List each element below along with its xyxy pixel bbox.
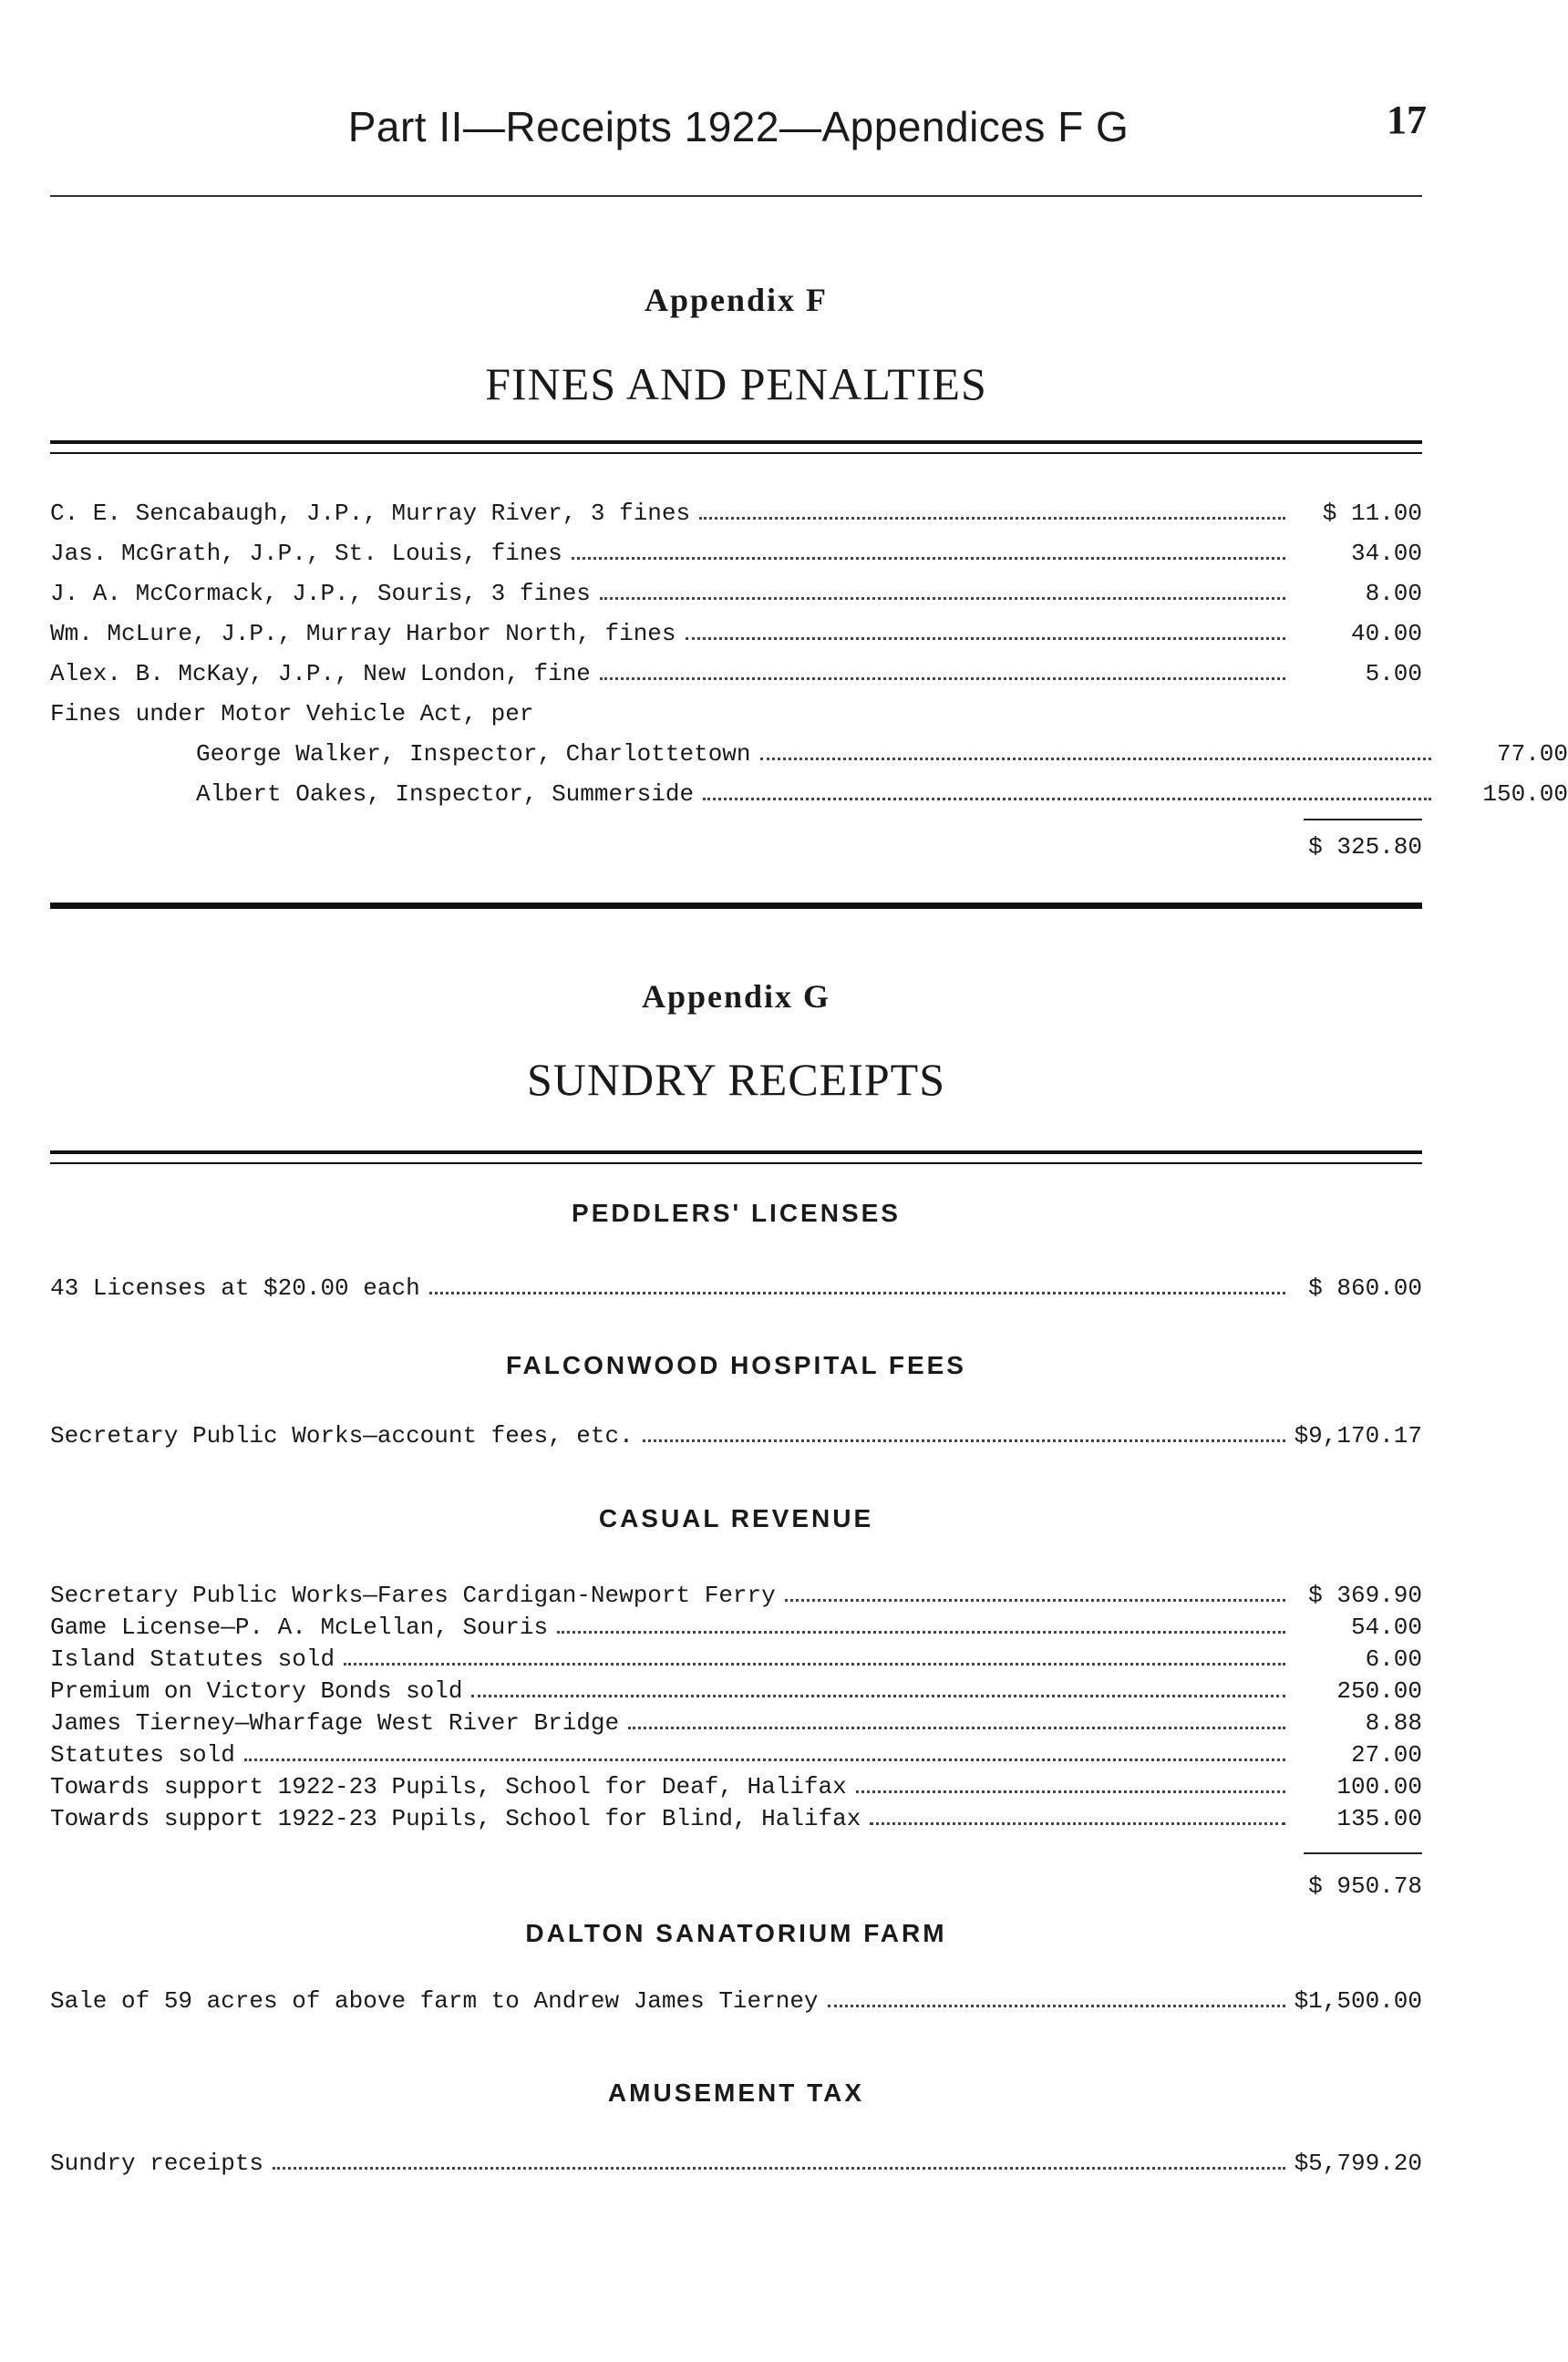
receipt-entry-amount: $ 369.90 — [1308, 1582, 1422, 1609]
receipt-entry — [50, 1606, 1422, 1641]
fine-entry-label: Jas. McGrath, J.P., St. Louis, fines — [50, 540, 562, 567]
dot-leader — [273, 2167, 1285, 2170]
receipt-entry-label: Towards support 1922-23 Pupils, School for Blind, Halifax — [50, 1805, 861, 1832]
fine-entry-label: J. A. McCormack, J.P., Souris, 3 fines — [50, 580, 591, 607]
dot-leader — [785, 1599, 1285, 1602]
appendix-f-label: Appendix F — [644, 282, 829, 318]
fine-entry-heading — [50, 693, 1422, 727]
receipt-entry-amount: 250.00 — [1336, 1677, 1422, 1705]
dot-leader — [471, 1695, 1285, 1697]
dot-leader — [699, 517, 1285, 520]
fine-entry-label: Albert Oakes, Inspector, Summerside — [196, 780, 695, 808]
fine-entry-amount: 8.00 — [1365, 580, 1422, 607]
fine-entry-amount: 34.00 — [1350, 540, 1422, 567]
total-rule — [1304, 1852, 1422, 1854]
fine-entry-amount: $ 11.00 — [1322, 500, 1422, 527]
fine-entry — [50, 653, 1422, 687]
fine-entry-label: Wm. McLure, J.P., Murray Harbor North, fines — [50, 620, 676, 647]
receipt-entry — [50, 1670, 1422, 1705]
amusement-tax-heading: AMUSEMENT TAX — [607, 2078, 865, 2107]
receipt-entry-label: Secretary Public Works—account fees, etc. — [50, 1422, 634, 1449]
receipt-entry-amount: $1,500.00 — [1294, 1987, 1422, 2015]
appendix-g-label-block — [50, 977, 1422, 1016]
appendix-f-title: FINES AND PENALTIES — [485, 358, 987, 409]
fine-entry-amount: 40.00 — [1350, 620, 1422, 647]
receipt-entry-amount: $ 860.00 — [1308, 1274, 1422, 1302]
fine-entry-amount: 150.00 — [1482, 780, 1568, 808]
dot-leader — [686, 637, 1285, 640]
fine-entry-label: George Walker, Inspector, Charlottetown — [196, 740, 751, 768]
fine-entry-amount: 5.00 — [1365, 660, 1422, 687]
fine-entry — [50, 492, 1422, 527]
fine-entry-label: Fines under Motor Vehicle Act, per — [50, 700, 534, 727]
dot-leader — [557, 1631, 1285, 1634]
dalton-sanatorium-farm-heading: DALTON SANATORIUM FARM — [525, 1919, 947, 1947]
header-rule — [50, 195, 1422, 197]
fine-entry-label: C. E. Sencabaugh, J.P., Murray River, 3 fines — [50, 500, 691, 527]
total-rule — [1304, 819, 1422, 820]
receipt-entry — [50, 1798, 1422, 1832]
dot-leader — [760, 758, 1432, 760]
receipt-entry — [50, 2142, 1422, 2177]
fine-entry — [50, 613, 1422, 647]
receipt-entry — [50, 1766, 1422, 1800]
appendix-g-title-block — [50, 1053, 1422, 1106]
fine-entry-label: Alex. B. McKay, J.P., New London, fine — [50, 660, 591, 687]
receipt-entry-label: Secretary Public Works—Fares Cardigan-Newport Ferry — [50, 1582, 776, 1609]
casual-revenue-heading: CASUAL REVENUE — [598, 1504, 874, 1532]
appendix-g-title: SUNDRY RECEIPTS — [526, 1054, 946, 1105]
appendix-f-double-rule — [50, 440, 1422, 454]
receipt-entry-amount: 54.00 — [1350, 1614, 1422, 1641]
appendix-f-title-block — [50, 357, 1422, 410]
receipt-entry-label: Towards support 1922-23 Pupils, School for Deaf, Halifax — [50, 1773, 847, 1800]
dot-leader — [628, 1727, 1285, 1729]
fine-entry — [50, 733, 1568, 768]
dot-leader — [643, 1439, 1285, 1442]
receipt-entry-amount: $5,799.20 — [1294, 2150, 1422, 2177]
receipt-entry — [50, 1980, 1422, 2015]
receipt-entry-amount: 6.00 — [1365, 1645, 1422, 1673]
running-header — [50, 98, 1427, 166]
running-title: Part II—Receipts 1922—Appendices F G — [347, 103, 1130, 150]
dot-leader — [856, 1790, 1285, 1793]
receipt-entry-amount: 27.00 — [1350, 1741, 1422, 1769]
receipt-entry — [50, 1415, 1422, 1449]
dot-leader — [572, 557, 1285, 560]
fine-entry-amount: 77.00 — [1496, 740, 1568, 768]
dot-leader — [870, 1822, 1285, 1825]
appendix-f-label-block — [50, 281, 1422, 319]
receipt-entry-label: Island Statutes sold — [50, 1645, 335, 1673]
dot-leader — [429, 1292, 1285, 1294]
section-divider-rule — [50, 903, 1422, 909]
receipt-entry-label: 43 Licenses at $20.00 each — [50, 1274, 420, 1302]
receipt-entry-label: Statutes sold — [50, 1741, 235, 1769]
receipt-entry-label: Sale of 59 acres of above farm to Andrew James Tierney — [50, 1987, 819, 2015]
dot-leader — [344, 1663, 1285, 1666]
dot-leader — [244, 1759, 1285, 1761]
receipt-entry-label: Game License—P. A. McLellan, Souris — [50, 1614, 549, 1641]
dot-leader — [828, 2005, 1285, 2007]
receipt-entry-amount: 8.88 — [1365, 1709, 1422, 1737]
page-number: 17 — [1387, 98, 1427, 142]
receipt-entry-amount: 135.00 — [1336, 1805, 1422, 1832]
appendix-g-double-rule — [50, 1150, 1422, 1164]
receipt-entry — [50, 1702, 1422, 1737]
receipt-entry-label: James Tierney—Wharfage West River Bridge — [50, 1709, 620, 1737]
dot-leader — [600, 597, 1285, 600]
fine-entry — [50, 572, 1422, 607]
receipt-entry-amount: 100.00 — [1336, 1773, 1422, 1800]
fine-entry — [50, 532, 1422, 567]
casual-revenue-total: $ 950.78 — [1308, 1872, 1422, 1900]
peddlers-licenses-heading: PEDDLERS' LICENSES — [572, 1199, 901, 1227]
receipt-entry — [50, 1574, 1422, 1609]
receipt-entry-amount: $9,170.17 — [1294, 1422, 1422, 1449]
receipt-entry-label: Sundry receipts — [50, 2150, 264, 2177]
receipt-entry — [50, 1734, 1422, 1769]
appendix-f-total: $ 325.80 — [1308, 833, 1422, 861]
falconwood-hospital-fees-heading: FALCONWOOD HOSPITAL FEES — [506, 1351, 966, 1379]
dot-leader — [703, 798, 1431, 800]
receipt-entry — [50, 1638, 1422, 1673]
dot-leader — [600, 677, 1285, 680]
appendix-g-label: Appendix G — [641, 978, 831, 1015]
receipt-entry-label: Premium on Victory Bonds sold — [50, 1677, 463, 1705]
receipt-entry — [50, 1267, 1422, 1302]
fine-entry — [50, 773, 1568, 808]
